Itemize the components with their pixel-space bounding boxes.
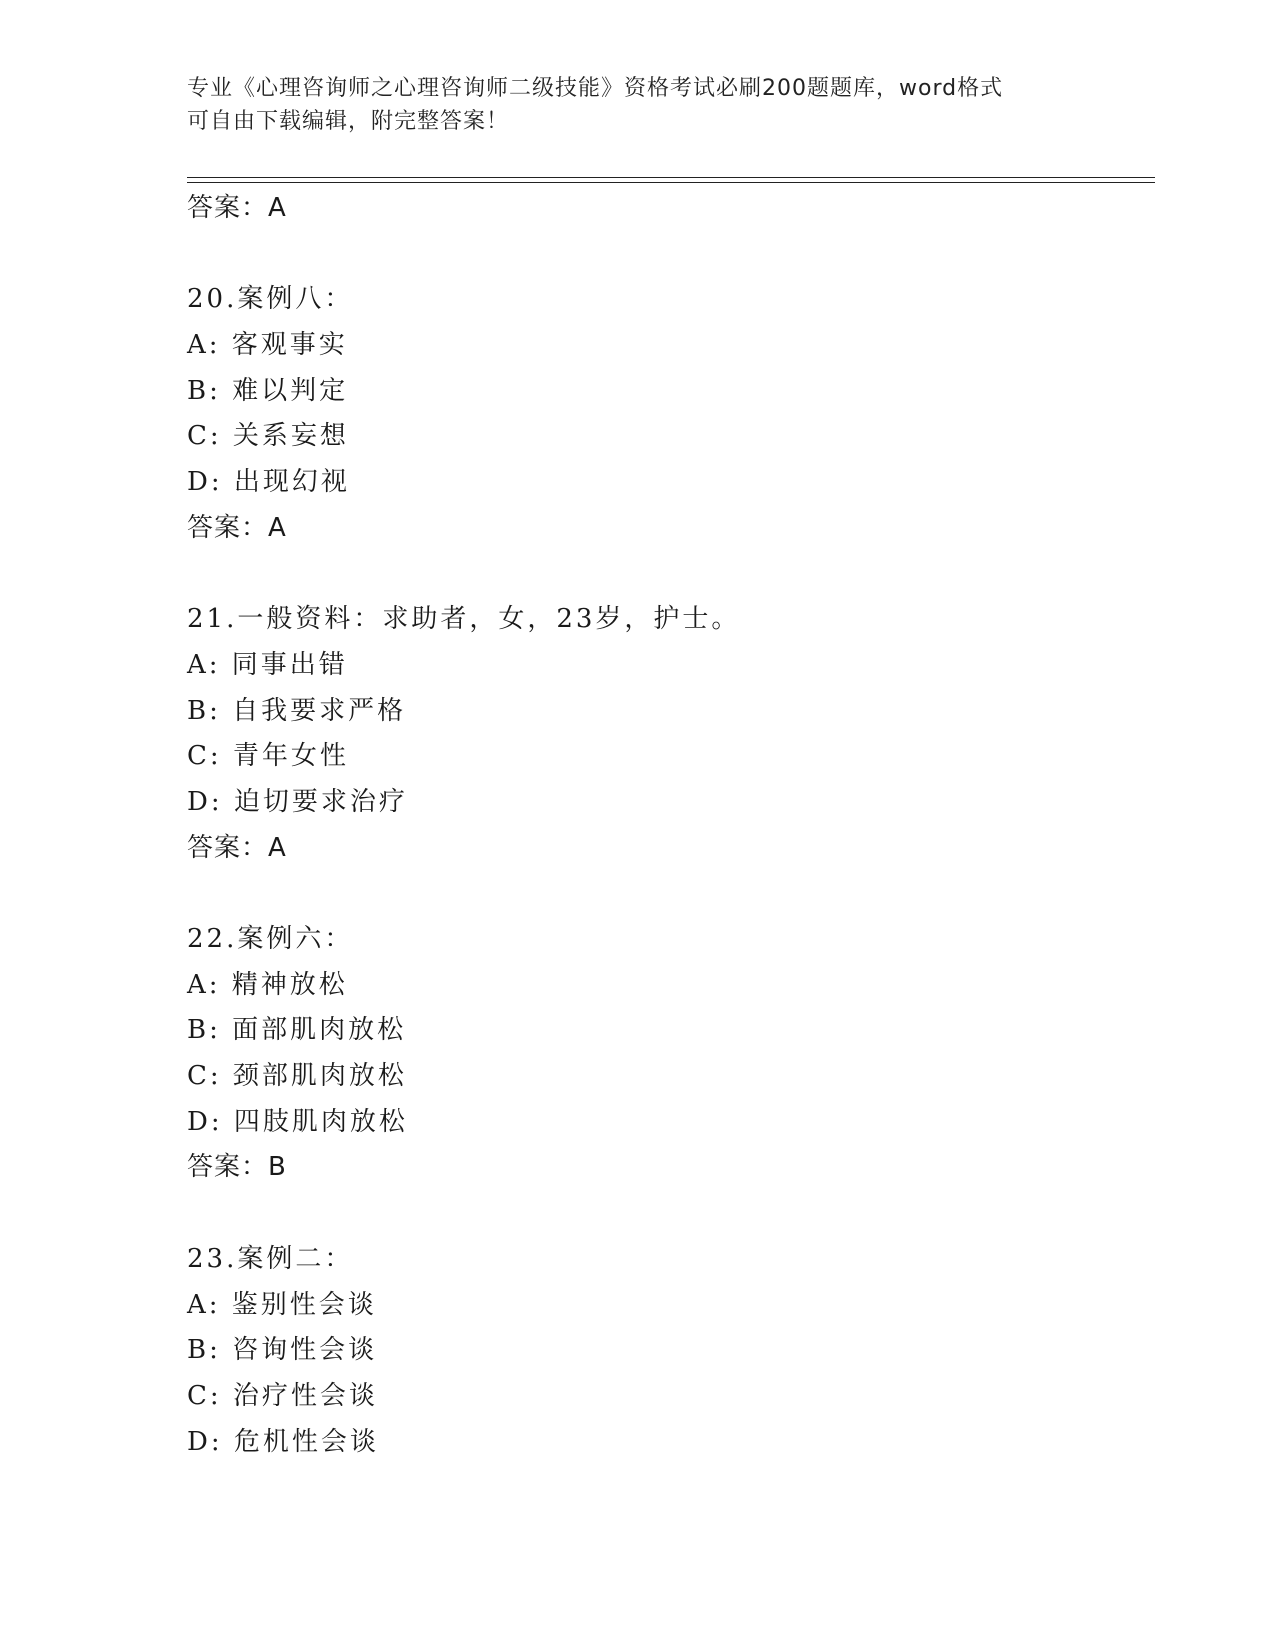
header-line-2: 可自由下载编辑，附完整答案！ [187,109,510,134]
question-21 [187,597,1147,871]
option-c: C: 颈部肌肉放松 [187,1061,407,1092]
question-list [187,186,1147,1465]
answer: 答案：B [187,1152,287,1183]
option-b: B: 难以判定 [187,375,349,406]
option-d: D: 危机性会谈 [187,1426,379,1457]
option-a: A: 客观事实 [187,330,348,361]
option-d: D: 迫切要求治疗 [187,786,408,817]
option-c: C: 关系妄想 [187,421,349,452]
header-divider-bottom [187,182,1155,183]
option-a: A: 同事出错 [187,649,348,680]
header-divider-top [187,177,1155,178]
question-22 [187,917,1147,1191]
option-d: D: 出现幻视 [187,467,350,498]
question-23 [187,1237,1147,1465]
previous-answer: 答案：A [187,193,287,223]
question-stem: 21.一般资料：求助者，女，23岁，护士。 [187,604,741,635]
spacer [187,552,1147,598]
option-b: B: 咨询性会谈 [187,1335,378,1366]
document-header [187,72,1087,138]
option-b: B: 自我要求严格 [187,695,407,726]
answer: 答案：A [187,832,287,863]
question-stem: 22.案例六： [187,924,354,954]
spacer [187,871,1147,917]
spacer [187,1191,1147,1237]
question-stem: 20.案例八： [187,284,354,315]
spacer [187,232,1147,278]
question-20 [187,277,1147,551]
option-b: B: 面部肌肉放松 [187,1015,407,1046]
header-line-1: 专业《心理咨询师之心理咨询师二级技能》资格考试必刷200题题库，word格式 [187,76,1004,101]
option-c: C: 青年女性 [187,741,349,772]
option-c: C: 治疗性会谈 [187,1380,378,1411]
option-a: A: 精神放松 [187,969,348,1000]
question-stem: 23.案例二： [187,1243,354,1274]
option-a: A: 鉴别性会谈 [187,1289,377,1320]
answer: 答案：A [187,512,287,543]
option-d: D: 四肢肌肉放松 [187,1106,408,1137]
